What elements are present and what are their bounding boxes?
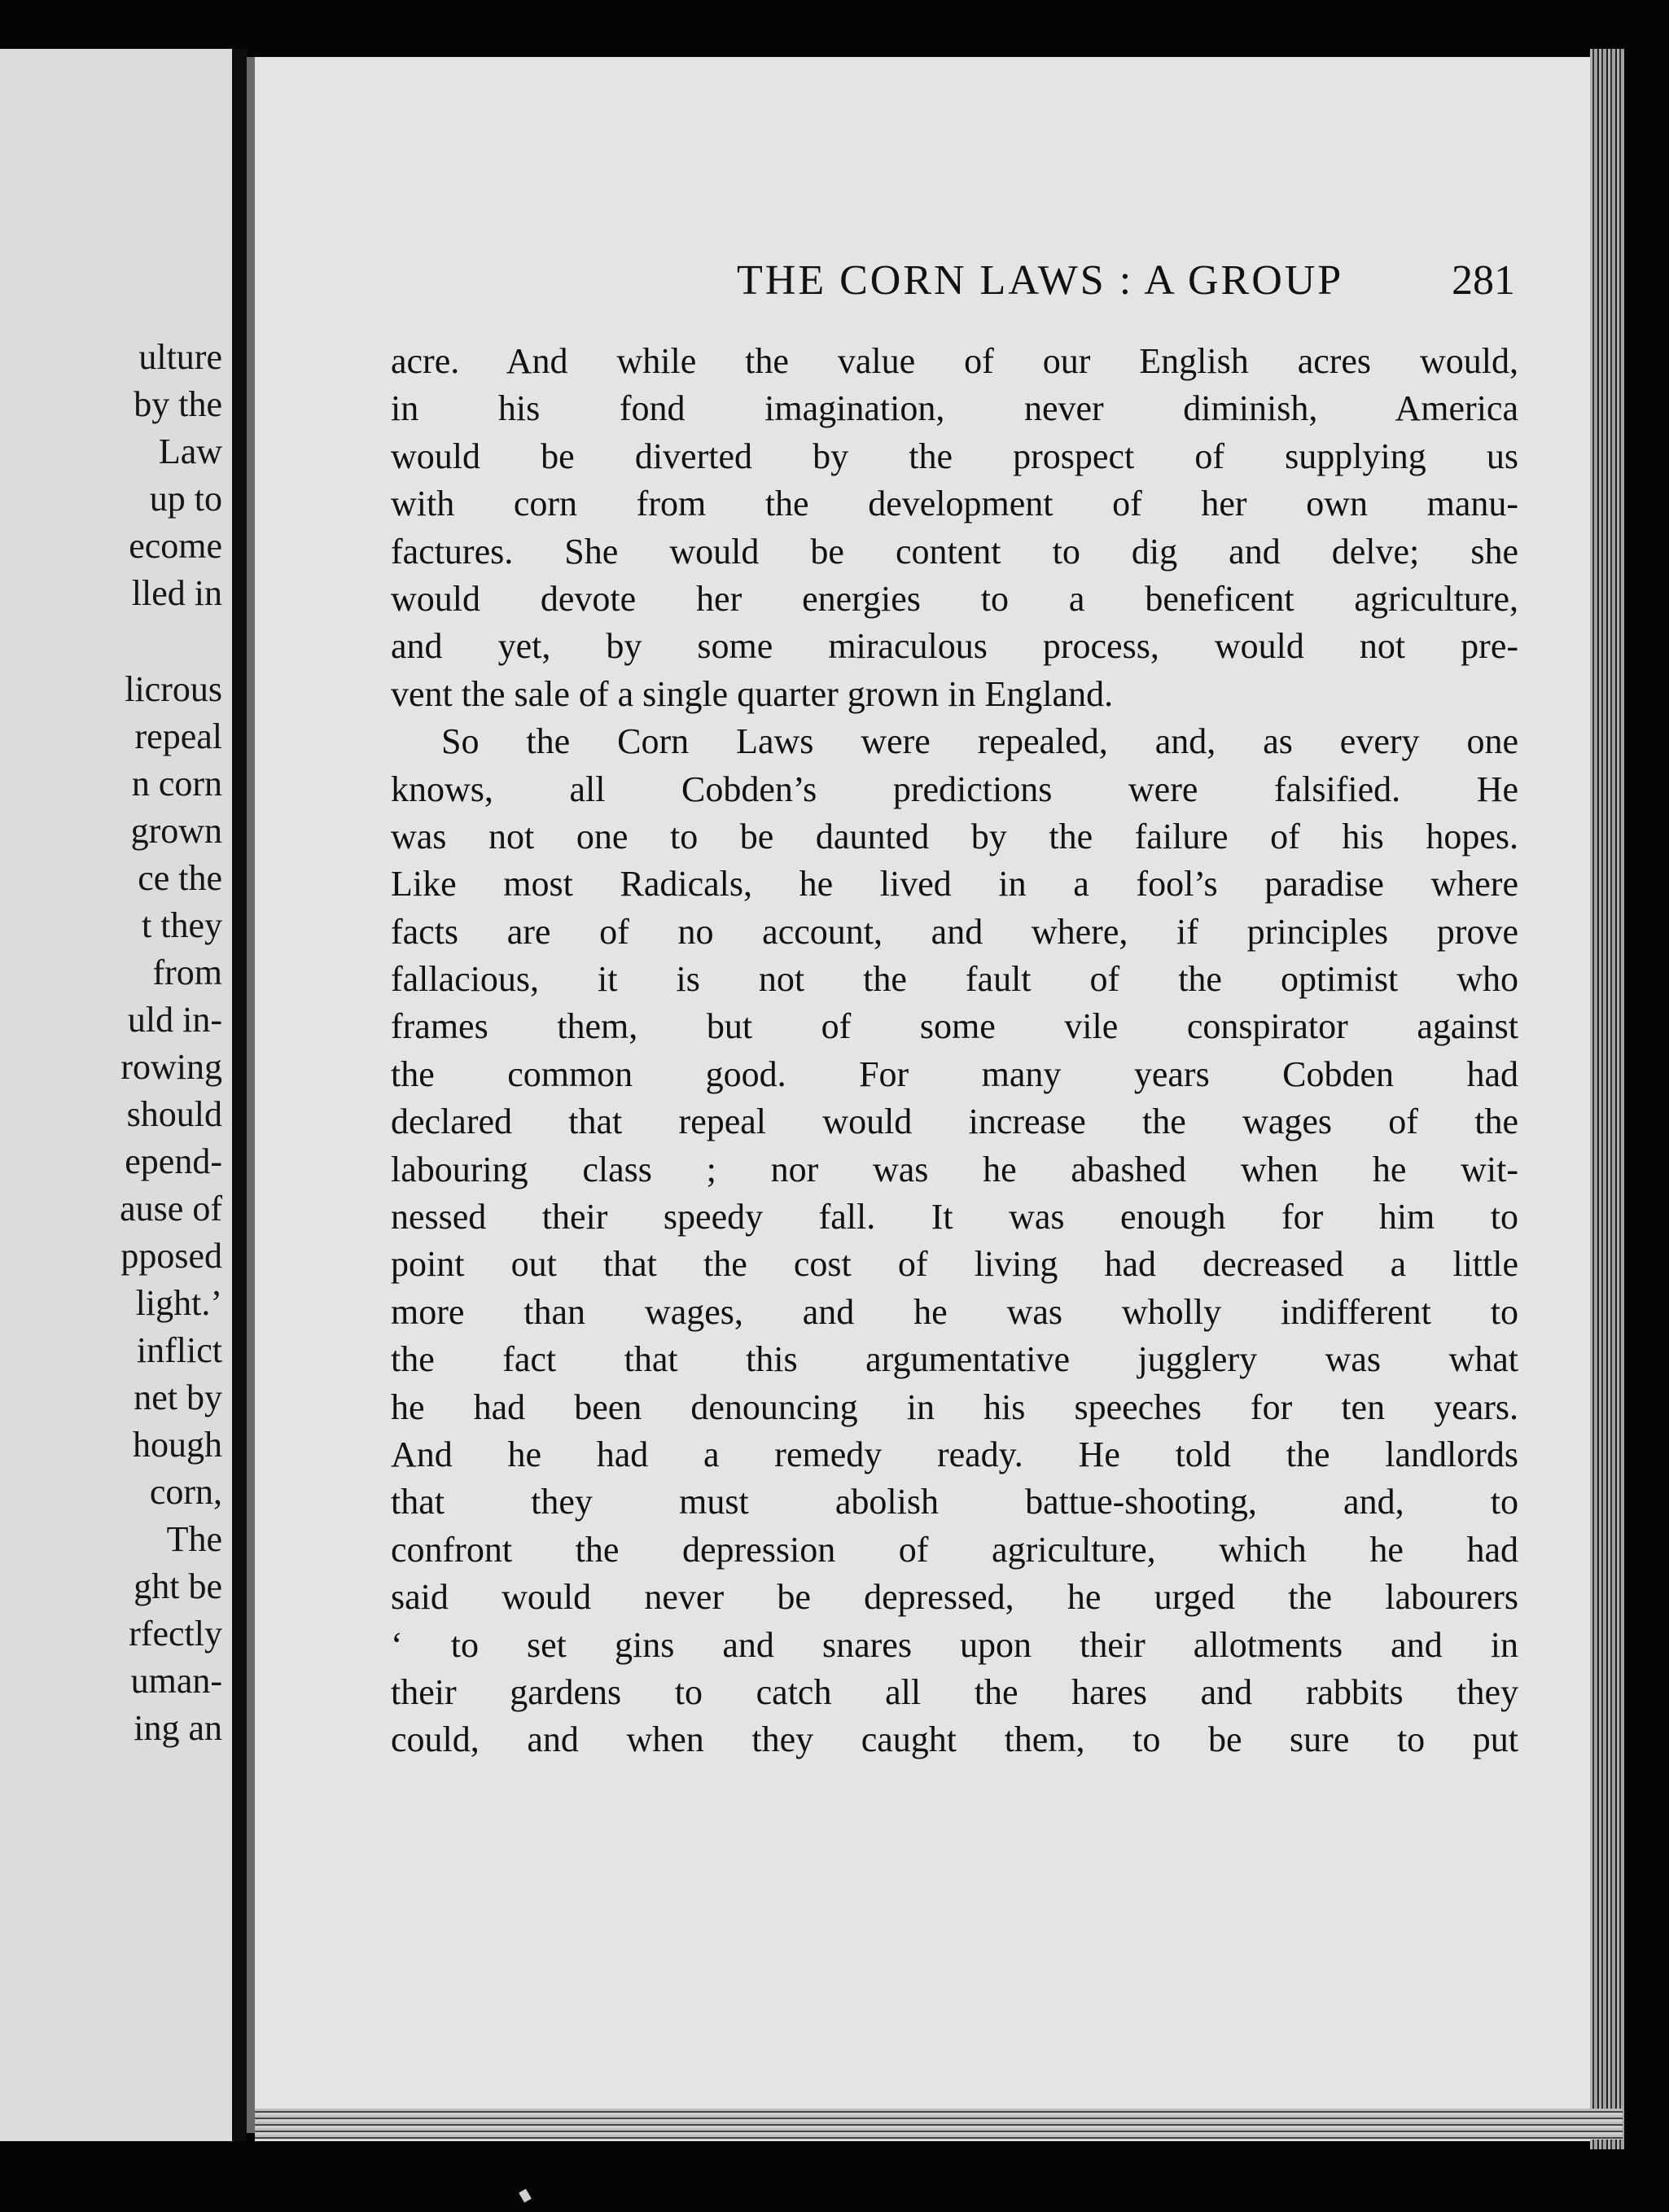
left-fragment: n corn	[131, 764, 222, 804]
text-line: he had been denouncing in his speeches for ten years.	[391, 1386, 1518, 1427]
text-line: was not one to be daunted by the failure of his hopes.	[391, 816, 1518, 856]
text-line: fallacious, it is not the fault of the optimist who	[391, 959, 1518, 1000]
text-line: in his fond imagination, never diminish, America	[391, 388, 1518, 429]
left-fragment: from	[152, 953, 222, 992]
left-fragment: The	[166, 1519, 222, 1559]
left-fragment: ce the	[138, 858, 222, 898]
left-fragment: epend-	[125, 1141, 222, 1181]
text-line-paragraph-start: So the Corn Laws were repealed, and, as every one	[441, 721, 1518, 762]
page-number: 281	[1452, 257, 1515, 304]
text-line: factures. She would be content to dig and delve; she	[391, 531, 1518, 572]
text-line: could, and when they caught them, to be sure to put	[391, 1719, 1518, 1760]
text-line: the fact that this argumentative jugglery was what	[391, 1339, 1518, 1380]
scan-speck	[519, 2188, 532, 2202]
text-line: And he had a remedy ready. He told the landlords	[391, 1434, 1518, 1474]
text-line: Like most Radicals, he lived in a fool’s paradise where	[391, 864, 1518, 905]
left-fragment: net by	[134, 1378, 222, 1417]
text-line: with corn from the development of her own manu-	[391, 484, 1518, 524]
left-fragment: licrous	[125, 669, 222, 709]
text-line: facts are of no account, and where, if principles prove	[391, 911, 1518, 952]
text-line: and yet, by some miraculous process, would not pre-	[391, 626, 1518, 667]
text-line: would be diverted by the prospect of supplying us	[391, 436, 1518, 476]
left-fragment: rowing	[120, 1047, 222, 1087]
text-line: their gardens to catch all the hares and rabbits they	[391, 1671, 1518, 1712]
left-fragment: ulture	[138, 337, 222, 377]
left-fragment: pposed	[120, 1236, 222, 1276]
left-fragment: grown	[130, 811, 222, 851]
left-fragment: lled in	[131, 573, 222, 613]
left-fragment: light.’	[135, 1283, 222, 1323]
text-line: said would never be depressed, he urged the labourers	[391, 1577, 1518, 1618]
left-fragment: up to	[149, 479, 222, 519]
running-head-title: THE CORN LAWS : A GROUP	[737, 257, 1344, 304]
text-line: acre. And while the value of our English acres would,	[391, 341, 1518, 381]
left-fragment: repeal	[134, 716, 222, 756]
left-fragment: uld in-	[127, 1000, 222, 1040]
left-page-text-fragments	[20, 334, 232, 1752]
left-fragment: t they	[142, 905, 222, 945]
body-text	[391, 338, 1518, 1764]
left-fragment: ght be	[134, 1566, 222, 1606]
text-line: labouring class ; nor was he abashed when he wit-	[391, 1149, 1518, 1189]
text-line: confront the depression of agriculture, which he had	[391, 1529, 1518, 1570]
left-fragment: rfectly	[129, 1614, 222, 1654]
left-fragment: by the	[134, 384, 222, 424]
left-fragment: hough	[133, 1425, 222, 1465]
gutter-shadow	[247, 57, 255, 2133]
text-line: knows, all Cobden’s predictions were falsified. He	[391, 769, 1518, 809]
page-bottom-edge	[255, 2109, 1623, 2140]
text-line: would devote her energies to a beneficent agriculture,	[391, 578, 1518, 619]
text-line: nessed their speedy fall. It was enough for him to	[391, 1197, 1518, 1237]
text-line: the common good. For many years Cobden had	[391, 1053, 1518, 1094]
text-line: ‘ to set gins and snares upon their allotments and in	[391, 1624, 1518, 1665]
page-block-edge	[1590, 49, 1624, 2149]
running-head	[483, 256, 1525, 313]
text-line: declared that repeal would increase the wages of the	[391, 1102, 1518, 1142]
left-fragment: Law	[158, 431, 222, 471]
left-fragment: corn,	[149, 1472, 222, 1512]
left-fragment: inflict	[136, 1330, 222, 1370]
left-fragment: uman-	[130, 1661, 222, 1701]
right-page	[255, 57, 1590, 2141]
left-fragment: should	[126, 1094, 222, 1134]
left-fragment: ause of	[120, 1189, 222, 1229]
text-line: frames them, but of some vile conspirator against	[391, 1006, 1518, 1047]
text-line: point out that the cost of living had decreased a little	[391, 1244, 1518, 1285]
book-gutter	[232, 49, 247, 2141]
left-page	[0, 49, 232, 2141]
left-fragment: ing an	[134, 1708, 222, 1748]
text-line: vent the sale of a single quarter grown in England.	[391, 673, 1114, 714]
left-fragment: ecome	[129, 526, 222, 566]
text-line: more than wages, and he was wholly indifferent to	[391, 1291, 1518, 1332]
text-line: that they must abolish battue-shooting, and, to	[391, 1482, 1518, 1522]
